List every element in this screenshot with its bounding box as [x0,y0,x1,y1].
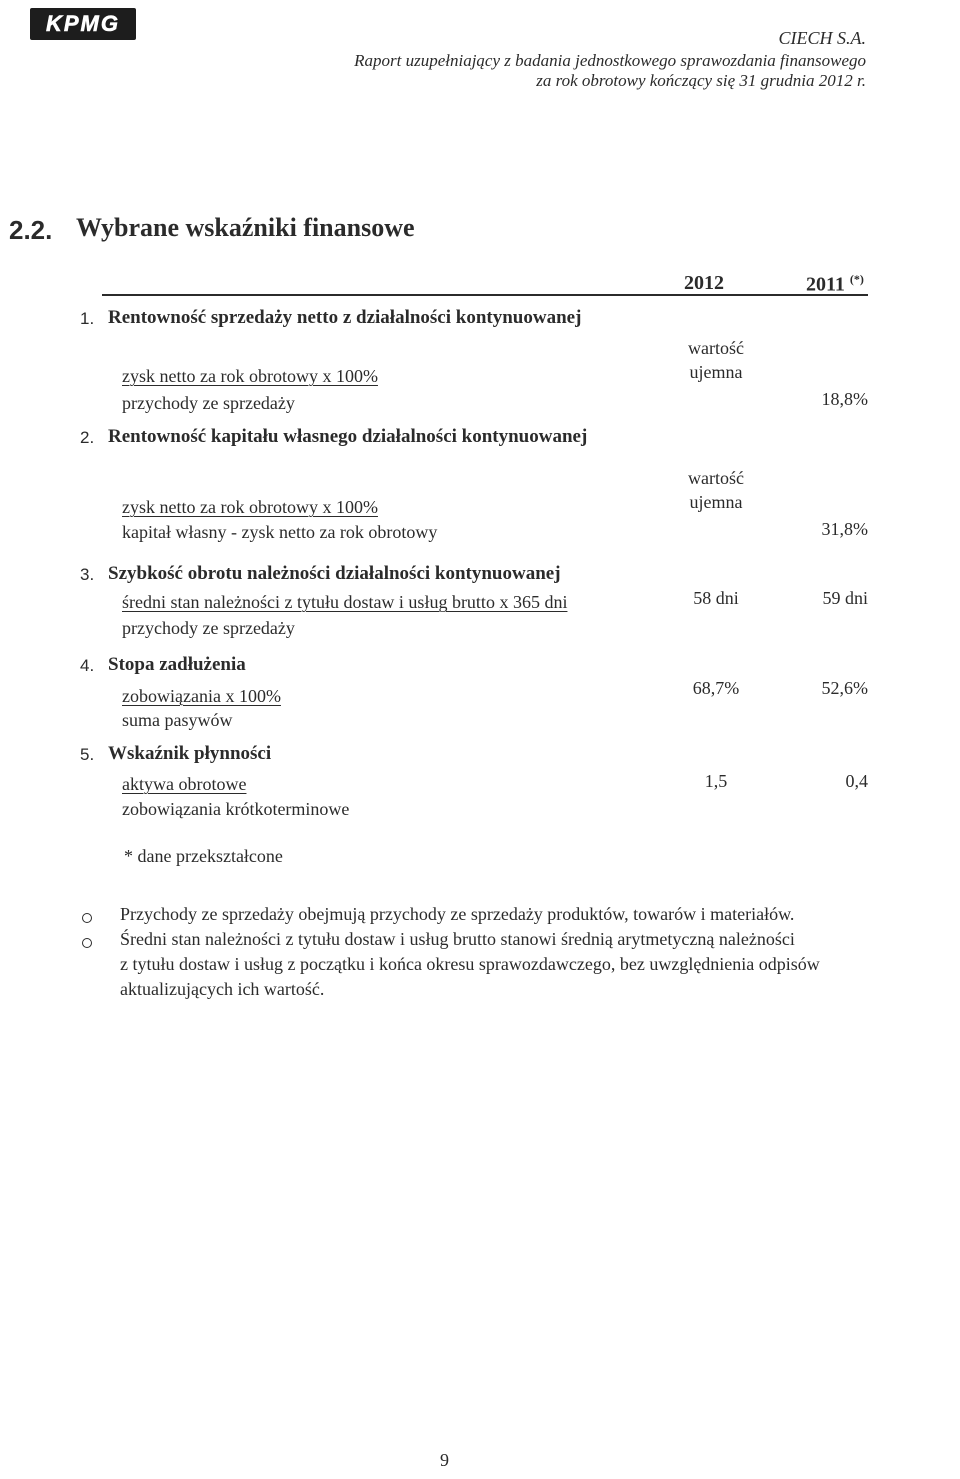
indicator-2-value-2012-line1: wartość [688,468,744,488]
indicator-5-number: 5. [80,745,95,764]
bullet-2-marker [82,938,92,948]
indicator-5-title: Wskaźnik płynności [108,743,272,764]
header-rule [102,294,868,296]
column-header-2012: 2012 [684,272,724,294]
column-header-2011: 2011 (*) [806,272,864,296]
bullet-2-line-3: aktualizujących ich wartość. [120,979,325,999]
indicator-3-value-2012: 58 dni [693,588,739,608]
indicator-2-value-2012-line2: ujemna [689,492,743,512]
indicator-2-formula-denominator: kapitał własny - zysk netto za rok obrotowy [122,522,438,542]
kpmg-logo: KPMG [30,8,136,40]
indicator-1-number: 1. [80,309,95,328]
section-number: 2.2. [9,215,53,245]
restated-mark: (*) [849,272,864,286]
indicator-4-title: Stopa zadłużenia [108,654,246,675]
indicator-4-formula-numerator: zobowiązania x 100% [122,686,281,706]
indicator-4-value-2012: 68,7% [692,678,740,698]
report-subtitle-line1: Raport uzupełniający z badania jednostkowego sprawozdania finansowego [354,51,866,70]
indicator-2-formula-numerator: zysk netto za rok obrotowy x 100% [122,497,378,517]
indicator-5-formula-numerator: aktywa obrotowe [122,774,247,794]
indicator-3-number: 3. [80,565,95,584]
indicator-3-value-2011: 59 dni [822,588,868,608]
indicator-1-value-2011: 18,8% [821,389,868,409]
indicator-1-value-2012-line2: ujemna [689,362,743,382]
indicator-4-number: 4. [80,656,95,675]
indicator-5-formula-denominator: zobowiązania krótkoterminowe [122,799,350,819]
indicator-1-value-2012-line1: wartość [688,338,744,358]
bullet-2-line-1: Średni stan należności z tytułu dostaw i usług brutto stanowi średnią arytmetyczną należności [120,929,795,949]
bullet-1-line-1: Przychody ze sprzedaży obejmują przychody ze sprzedaży produktów, towarów i materiałów. [120,904,795,924]
footnote-restated: * dane przekształcone [124,846,283,866]
indicator-3-formula-numerator: średni stan należności z tytułu dostaw i usług brutto x 365 dni [122,592,568,612]
indicator-2-number: 2. [80,428,95,447]
indicator-5-value-2012: 1,5 [704,771,728,791]
bullet-1-marker [82,913,92,923]
indicator-2-title: Rentowność kapitału własnego działalności kontynuowanej [108,426,588,447]
report-subtitle-line2: za rok obrotowy kończący się 31 grudnia 2012 r. [536,71,866,90]
indicator-1-formula-numerator: zysk netto za rok obrotowy x 100% [122,366,378,386]
bullet-2-line-2: z tytułu dostaw i usług z początku i końca okresu sprawozdawczego, bez uwzględnienia odpisów [120,954,820,974]
indicator-4-value-2011: 52,6% [821,678,868,698]
indicator-5-value-2011: 0,4 [845,771,868,791]
indicator-4-formula-denominator: suma pasywów [122,710,233,730]
section-title: Wybrane wskaźniki finansowe [76,213,415,242]
page-number: 9 [440,1450,449,1470]
indicator-1-formula-denominator: przychody ze sprzedaży [122,393,295,413]
indicator-3-formula-denominator: przychody ze sprzedaży [122,618,295,638]
indicator-1-title: Rentowność sprzedaży netto z działalności kontynuowanej [108,307,582,328]
company-name: CIECH S.A. [778,28,866,48]
indicator-3-title: Szybkość obrotu należności działalności kontynuowanej [108,563,561,584]
indicator-2-value-2011: 31,8% [821,519,868,539]
